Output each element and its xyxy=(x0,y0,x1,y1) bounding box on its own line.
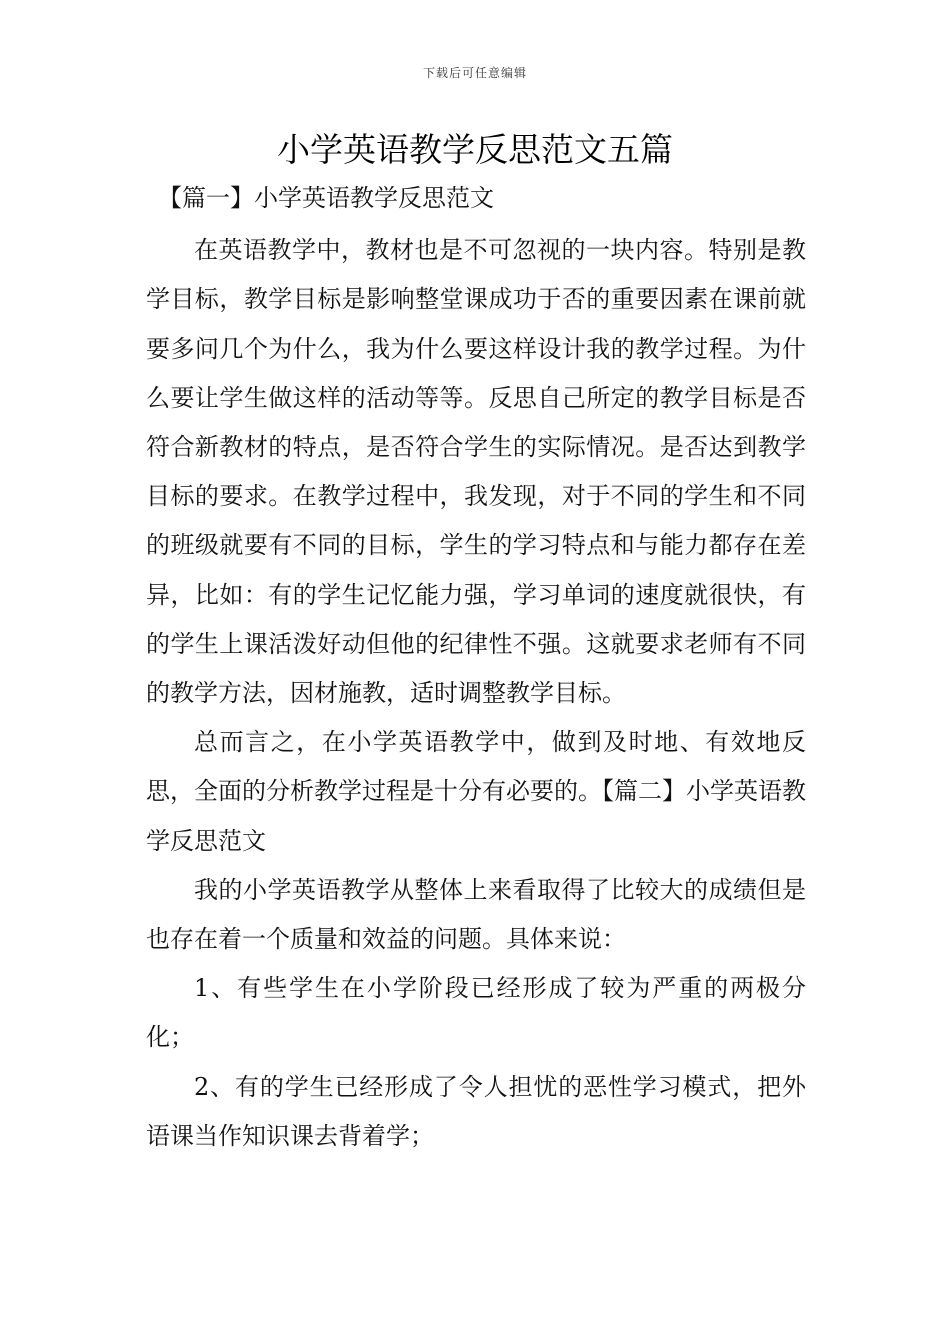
list-item: 2、有的学生已经形成了令人担忧的恶性学习模式，把外语课当作知识课去背着学； xyxy=(146,1072,806,1150)
header-note: 下载后可任意编辑 xyxy=(422,66,527,80)
paragraph: 总而言之，在小学英语教学中，做到及时地、有效地反思，全面的分析教学过程是十分有必要的。【篇二】小学英语教学反思范文 xyxy=(146,728,806,855)
section-heading: 【篇一】小学英语教学反思范文 xyxy=(158,184,494,212)
paragraph: 在英语教学中，教材也是不可忽视的一块内容。特别是教学目标，教学目标是影响整堂课成功于否的重要因素在课前就要多问几个为什么，我为什么要这样设计我的教学过程。为什么要让学生做这样的活动等等。反思自己所定的教学目标是否符合新教材的特点，是否符合学生的实际情况。是否达到教学目标的要求。在教学过程中，我发现，对于不同的学生和不同的班级就要有不同的目标，学生的学习特点和与能力都存在差异，比如：有的学生记忆能力强，学习单词的速度就很快，有的学生上课活泼好动但他的纪律性不强。这就要求老师有不同的教学方法，因材施教，适时调整教学目标。 xyxy=(146,236,806,708)
document-title: 小学英语教学反思范文五篇 xyxy=(277,130,673,169)
document-body xyxy=(146,174,806,1161)
paragraph: 我的小学英语教学从整体上来看取得了比较大的成绩但是也存在着一个质量和效益的问题。具体来说： xyxy=(146,875,806,954)
list-item: 1、有些学生在小学阶段已经形成了较为严重的两极分化； xyxy=(146,974,806,1052)
